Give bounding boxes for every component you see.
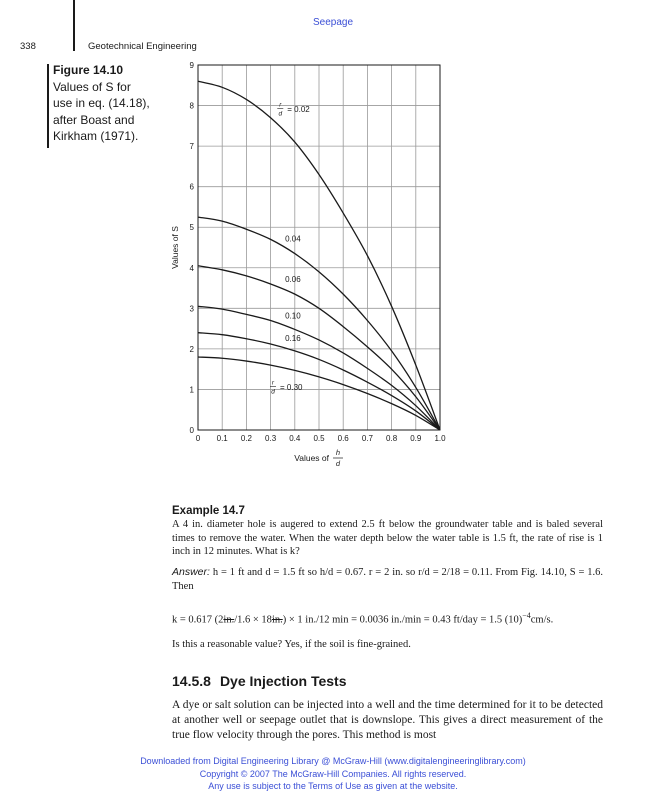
- answer-label: Answer:: [172, 566, 210, 578]
- series-label: 0.06: [285, 274, 301, 284]
- x-tick-label: 0.3: [265, 434, 277, 443]
- section-body: A dye or salt solution can be injected into a well and the time determined for it to be detected at another well or seepage outlet that is downslope. This gives a direct measurement of the true flow velocity through the pores. This method is most: [172, 699, 603, 741]
- series-label: 0.16: [285, 333, 301, 343]
- formula-units: cm/s.: [530, 614, 554, 626]
- x-tick-label: 0.5: [313, 434, 325, 443]
- x-tick-label: 0.2: [240, 434, 252, 443]
- formula-exponent: −4: [522, 611, 531, 620]
- legend-fraction-numerator: r: [271, 379, 275, 387]
- formula-lhs: k = 0.617 (2: [172, 614, 224, 626]
- y-tick-label: 0: [189, 426, 194, 435]
- legend-fraction-denominator: d: [271, 388, 275, 396]
- example-formula: [172, 611, 612, 626]
- caption-line: use in eq. (14.18),: [53, 96, 150, 110]
- example-title: Example 14.7: [172, 505, 245, 517]
- legend-fraction-denominator: d: [278, 110, 283, 118]
- y-tick-label: 7: [189, 142, 194, 152]
- example-answer: [172, 566, 603, 593]
- x-tick-label: 0: [195, 434, 201, 443]
- section-number: 14.5.8: [172, 673, 211, 689]
- x-tick-label: 0.4: [289, 434, 301, 443]
- legend-fraction-numerator: r: [279, 101, 282, 109]
- y-tick-label: 1: [189, 385, 194, 395]
- footer-download-link[interactable]: Downloaded from Digital Engineering Library @ McGraw-Hill (www.digitalengineeringlibrary.com): [140, 756, 526, 766]
- y-tick-label: 5: [189, 223, 194, 233]
- section-heading: [172, 673, 347, 689]
- caption-line: Kirkham (1971).: [53, 129, 139, 143]
- x-axis-fraction-denominator: d: [335, 459, 341, 468]
- y-tick-label: 2: [189, 344, 194, 354]
- caption-line: after Boast and: [53, 112, 135, 127]
- example-conclusion: Is this a reasonable value? Yes, if the soil is fine-grained.: [172, 639, 411, 650]
- caption-line: Values of S for: [53, 79, 131, 94]
- formula-mid-1: /1.6 × 18: [234, 614, 272, 626]
- x-tick-label: 0.1: [216, 434, 228, 443]
- y-tick-label: 8: [189, 101, 194, 111]
- x-tick-label: 0.9: [410, 434, 422, 443]
- x-tick-label: 0.8: [386, 434, 398, 443]
- y-axis-label: Values of S: [170, 226, 180, 269]
- x-axis-fraction-numerator: h: [335, 448, 341, 457]
- example-problem: A 4 in. diameter hole is augered to extend 2.5 ft below the groundwater table and is baled several times to remove the water. When the water depth below the water table is 1.5 ft, the rate of rise is 1 inch in 12 minutes. What is k?: [172, 519, 603, 557]
- y-tick-label: 6: [189, 182, 194, 192]
- figure-label: Figure 14.10: [53, 63, 124, 77]
- x-axis-label: Values of: [294, 453, 329, 463]
- series-label: 0.04: [285, 234, 301, 244]
- footer-copyright: Copyright © 2007 The McGraw-Hill Companies. All rights reserved.: [199, 768, 467, 779]
- footer: [0, 755, 666, 793]
- x-tick-label: 0.6: [337, 434, 349, 443]
- x-tick-label: 0.7: [361, 434, 373, 443]
- y-tick-label: 9: [189, 61, 194, 70]
- formula-cancel-1: in.: [223, 614, 235, 626]
- series-label: 0.10: [285, 311, 301, 321]
- footer-terms: Any use is subject to the Terms of Use as given at the website.: [208, 781, 458, 791]
- section-title: Dye Injection Tests: [219, 673, 347, 689]
- y-tick-label: 3: [189, 304, 194, 314]
- answer-text: h = 1 ft and d = 1.5 ft so h/d = 0.67. r = 2 in. so r/d = 2/18 = 0.11. From Fig. 14.10, S = 1.6. Then: [172, 567, 604, 592]
- formula-mid-2: ) × 1 in./12 min = 0.0036 in./min = 0.43 ft/day = 1.5 (10): [282, 614, 523, 626]
- formula-cancel-2: in.: [271, 614, 283, 626]
- y-tick-label: 4: [189, 263, 194, 273]
- book-title: Geotechnical Engineering: [88, 41, 197, 52]
- running-head: Seepage: [312, 17, 354, 28]
- x-tick-label: 1.0: [434, 434, 446, 443]
- series-label: = 0.02: [287, 105, 310, 115]
- series-label: = 0.30: [280, 382, 303, 392]
- page-number: 338: [20, 41, 36, 52]
